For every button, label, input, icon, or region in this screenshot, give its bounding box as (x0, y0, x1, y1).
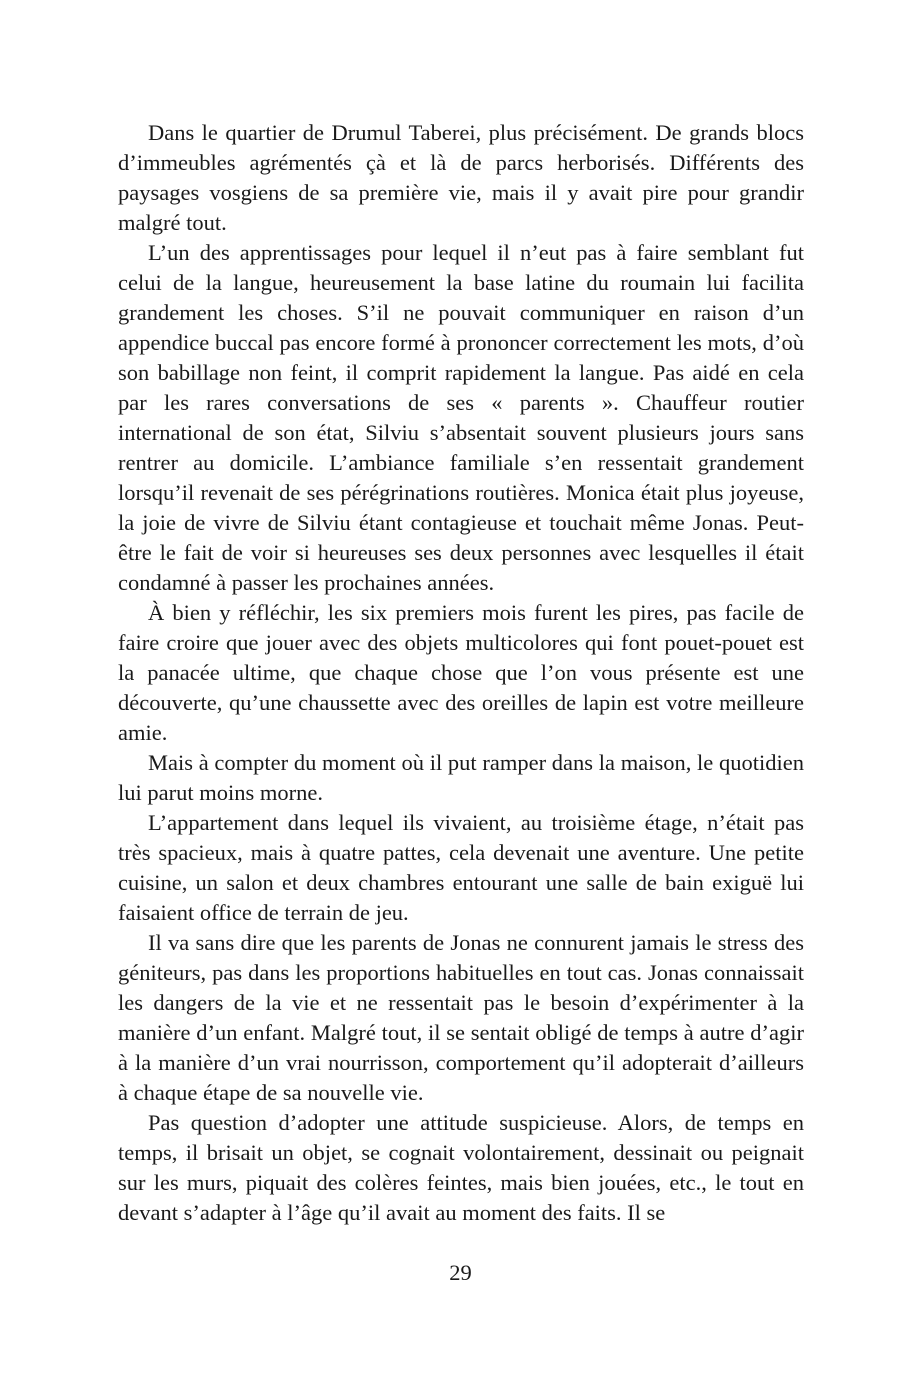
paragraph-7: Pas question d’adopter une attitude suspicieuse. Alors, de temps en temps, il brisait un objet, se cognait volontairement, dessinait ou peignait sur les murs, piquait des colères feintes, mais bien jouées, etc., le tout en devant s’adapter à l’âge qu’il avait au moment des faits. Il se (118, 1110, 804, 1225)
paragraph-2: L’un des apprentissages pour lequel il n’eut pas à faire semblant fut celui de la langue, heureusement la base latine du roumain lui facilita grandement les choses. S’il ne pouvait communiquer en raison d’un appendice buccal pas encore formé à prononcer correctement les mots, d’où son babillage non feint, il comprit rapidement la langue. Pas aidé en cela par les rares conversations de ses « parents ». Chauffeur routier international de son état, Silviu s’absentait souvent plusieurs jours sans rentrer au domicile. L’ambiance familiale s’en ressentait grandement lorsqu’il revenait de ses pérégrinations routières. Monica était plus joyeuse, la joie de vivre de Silviu étant contagieuse et touchait même Jonas. Peut-être le fait de voir si heureuses ses deux personnes avec lesquelles il était condamné à passer les prochaines années. (118, 240, 804, 595)
paragraph-1: Dans le quartier de Drumul Taberei, plus précisément. De grands blocs d’immeubles agrémentés çà et là de parcs herborisés. Différents des paysages vosgiens de sa première vie, mais il y avait pire pour grandir malgré tout. (118, 120, 804, 235)
paragraph-4: Mais à compter du moment où il put ramper dans la maison, le quotidien lui parut moins morne. (118, 750, 804, 805)
paragraph-5: L’appartement dans lequel ils vivaient, au troisième étage, n’était pas très spacieux, mais à quatre pattes, cela devenait une aventure. Une petite cuisine, un salon et deux chambres entourant une salle de bain exiguë lui faisaient office de terrain de jeu. (118, 810, 804, 925)
paragraph-6: Il va sans dire que les parents de Jonas ne connurent jamais le stress des géniteurs, pas dans les proportions habituelles en tout cas. Jonas connaissait les dangers de la vie et ne ressentait pas le besoin d’expérimenter à la manière d’un enfant. Malgré tout, il se sentait obligé de temps à autre d’agir à la manière d’un vrai nourrisson, comportement qu’il adopterait d’ailleurs à chaque étape de sa nouvelle vie. (118, 930, 804, 1105)
page-body (118, 118, 804, 1228)
paragraph-3: À bien y réfléchir, les six premiers mois furent les pires, pas facile de faire croire que jouer avec des objets multicolores qui font pouet-pouet est la panacée ultime, que chaque chose que l’on vous présente est une découverte, qu’une chaussette avec des oreilles de lapin est votre meilleure amie. (118, 600, 804, 745)
page-number: 29 (449, 1260, 472, 1285)
